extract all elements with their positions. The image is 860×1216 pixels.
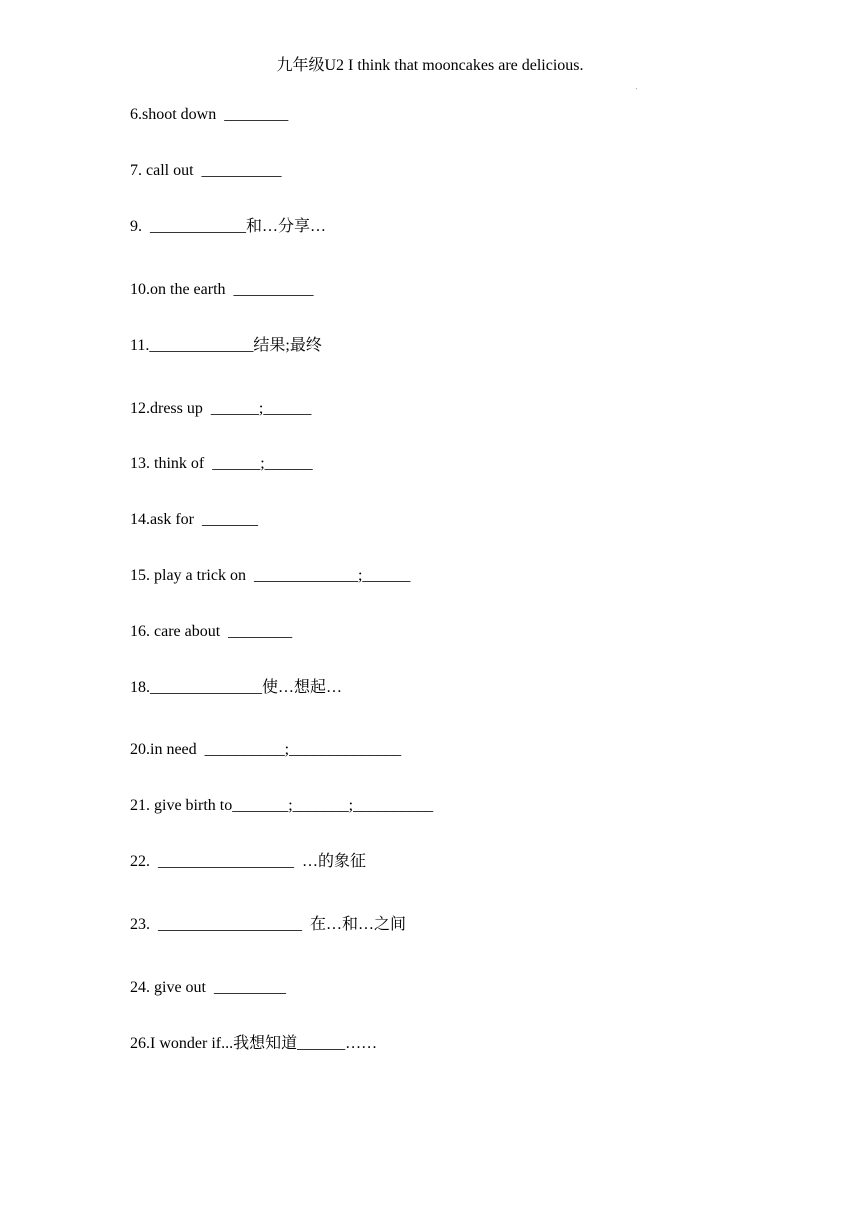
exercise-line: 14.ask for _______	[130, 511, 258, 528]
exercise-line: 15. play a trick on _____________;______	[130, 567, 411, 584]
exercise-line: 11._____________结果;最终	[130, 337, 322, 354]
stray-mark: '	[636, 88, 638, 94]
exercise-line: 12.dress up ______;______	[130, 400, 312, 417]
exercise-line: 20.in need __________;______________	[130, 741, 402, 758]
exercise-line: 7. call out __________	[130, 162, 282, 179]
exercise-line: 10.on the earth __________	[130, 281, 314, 298]
exercise-line: 24. give out _________	[130, 979, 286, 996]
exercise-line: 6.shoot down ________	[130, 106, 289, 123]
exercise-line: 22. _________________ …的象征	[130, 853, 367, 870]
exercise-line: 26.I wonder if...我想知道______……	[130, 1035, 378, 1052]
exercise-line: 18.______________使…想起…	[130, 679, 343, 696]
exercise-line: 16. care about ________	[130, 623, 293, 640]
document-title: 九年级U2 I think that mooncakes are delicious.	[276, 57, 584, 74]
exercise-line: 9. ____________和…分享…	[130, 218, 327, 235]
exercise-line: 21. give birth to_______;_______;__________	[130, 797, 434, 814]
exercise-line: 23. __________________ 在…和…之间	[130, 916, 407, 933]
exercise-line: 13. think of ______;______	[130, 455, 313, 472]
